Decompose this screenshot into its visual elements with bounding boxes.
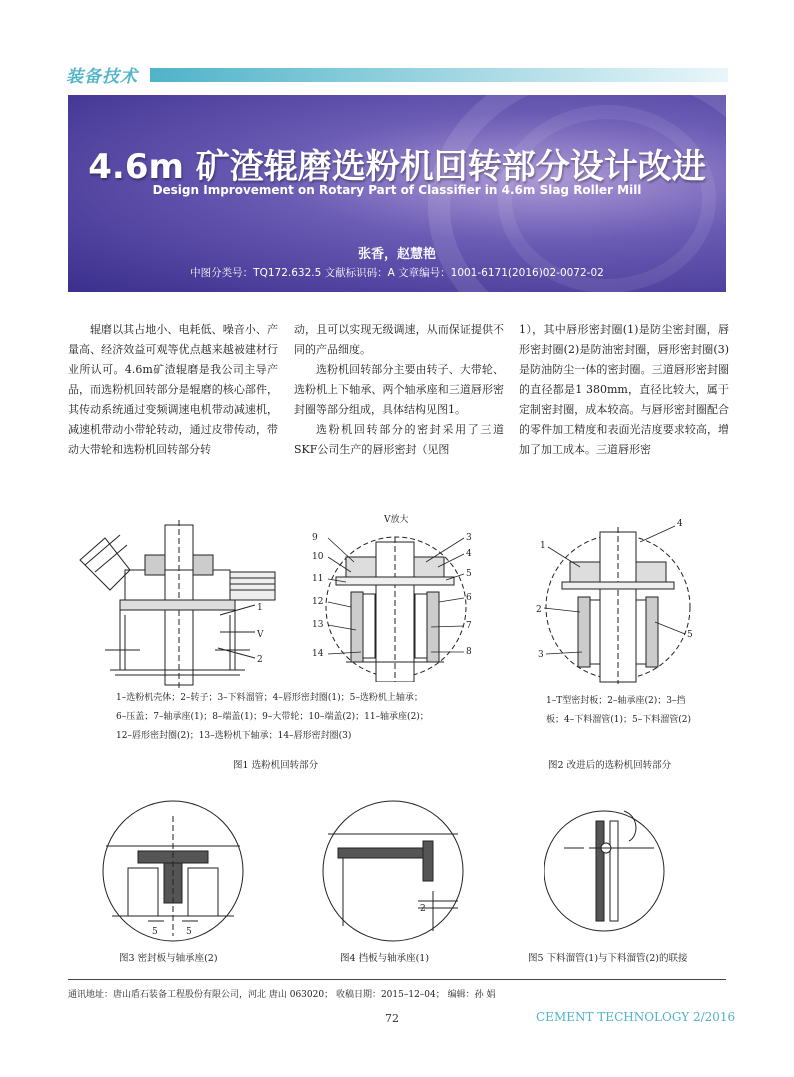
article-subtitle: Design Improvement on Rotary Part of Classifier in 4.6m Slag Roller Mill bbox=[152, 183, 642, 197]
detail-label: 5 bbox=[466, 569, 472, 579]
article-title: 4.6m 矿渣辊磨选粉机回转部分设计改进 bbox=[88, 147, 706, 187]
detail-title: V放大 bbox=[384, 515, 409, 525]
legend-line: 板；4–下料溜管(1)；5–下料溜管(2) bbox=[546, 715, 691, 725]
figure-4-caption: 图4 挡板与轴承座(1) bbox=[340, 953, 430, 964]
fig2-label: 1 bbox=[540, 541, 546, 551]
article-authors: 张香，赵慧艳 bbox=[357, 247, 436, 262]
figure-1-detail-drawing bbox=[306, 512, 486, 682]
label-v: V bbox=[257, 630, 264, 640]
figure-3-drawing bbox=[98, 796, 248, 946]
paragraph: 辊磨以其占地小、电耗低、噪音小、产量高、经济效益可观等优点越来越被建材行业所认可。4.6m矿渣辊磨是我公司主导产品，而选粉机回转部分是辊磨的核心部件，其传动系统通过变频调速电机带动减速机，减速机带动小带轮转动，通过皮带传动，带动大带轮和选粉机回转部分转 bbox=[68, 323, 278, 456]
title-banner bbox=[68, 95, 726, 292]
dimension-label: 2 bbox=[420, 904, 426, 914]
dimension-label: 5 bbox=[186, 927, 192, 937]
label-2: 2 bbox=[257, 655, 263, 665]
footer-divider bbox=[68, 979, 726, 980]
body-column-3 bbox=[519, 320, 729, 460]
label-1: 1 bbox=[257, 603, 263, 613]
paragraph: 选粉机回转部分的密封采用了三道SKF公司生产的唇形密封（见图 bbox=[294, 423, 504, 456]
detail-label: 12 bbox=[312, 597, 324, 607]
fig2-label: 4 bbox=[677, 519, 683, 529]
page-number: 72 bbox=[385, 1012, 399, 1025]
classification-info: 中图分类号：TQ172.632.5 文献标识码：A 文章编号：1001-6171(2016)02-0072-02 bbox=[190, 267, 604, 279]
figure-1-assembly-drawing bbox=[70, 520, 280, 690]
banner-decoration bbox=[498, 105, 716, 292]
legend-line: 12–唇形密封圈(2)；13–选粉机下轴承；14–唇形密封圈(3) bbox=[116, 731, 352, 741]
paragraph: 1），其中唇形密封圈(1)是防尘密封圈，唇形密封圈(2)是防油密封圈，唇形密封圈(3)是防油防尘一体的密封圈。三道唇形密封圈的直径都是1 380mm，直径比较大，属于定制密封圈，成本较高。与唇形密封圈配合的零件加工精度和表面光洁度要求较高，增加了加工成本。三道唇形密 bbox=[519, 323, 729, 456]
figure-3-caption: 图3 密封板与轴承座(2) bbox=[119, 953, 218, 964]
fig2-label: 5 bbox=[687, 630, 693, 640]
figure-2-caption: 图2 改进后的选粉机回转部分 bbox=[548, 760, 672, 771]
legend-line: 1–选粉机壳体；2–转子；3–下料溜管；4–唇形密封圈(1)；5–选粉机上轴承； bbox=[116, 693, 423, 703]
dimension-label: 5 bbox=[152, 927, 158, 937]
figure-2-improved-drawing bbox=[530, 512, 700, 687]
detail-label: 9 bbox=[312, 533, 318, 543]
detail-label: 7 bbox=[466, 621, 472, 631]
figure-5-caption: 图5 下料溜管(1)与下料溜管(2)的联接 bbox=[528, 953, 688, 964]
detail-label: 4 bbox=[466, 549, 472, 559]
detail-label: 14 bbox=[312, 649, 324, 659]
figure-4-drawing bbox=[318, 796, 468, 946]
detail-label: 10 bbox=[312, 552, 324, 562]
legend-line: 6–压盖；7–轴承座(1)；8–端盖(1)；9–大带轮；10–端盖(2)；11–轴承座(2)； bbox=[116, 712, 429, 722]
body-column-2 bbox=[294, 320, 504, 460]
detail-label: 6 bbox=[466, 593, 472, 603]
fig2-label: 3 bbox=[538, 650, 544, 660]
section-tag-bar bbox=[150, 68, 728, 82]
journal-name: CEMENT TECHNOLOGY 2/2016 bbox=[536, 1010, 736, 1024]
footer-info: 通讯地址：唐山盾石装备工程股份有限公司，河北 唐山 063020； 收稿日期：2015–12–04； 编辑：孙 娟 bbox=[68, 990, 496, 1000]
figure-2-legend bbox=[546, 692, 726, 730]
figure-1-caption: 图1 选粉机回转部分 bbox=[233, 760, 319, 771]
figure-5-drawing bbox=[544, 796, 694, 946]
detail-label: 11 bbox=[312, 574, 324, 584]
paragraph: 选粉机回转部分主要由转子、大带轮、选粉机上下轴承、两个轴承座和三道唇形密封圈等部分组成，具体结构见图1。 bbox=[294, 363, 504, 416]
legend-line: 1–T型密封板；2–轴承座(2)；3–挡 bbox=[546, 696, 686, 706]
detail-label: 13 bbox=[312, 620, 324, 630]
body-column-1 bbox=[68, 320, 278, 460]
paragraph: 动，且可以实现无级调速，从而保证提供不同的产品细度。 bbox=[294, 323, 504, 356]
detail-label: 3 bbox=[466, 533, 472, 543]
fig2-label: 2 bbox=[536, 605, 542, 615]
section-tag: 装备技术 bbox=[66, 67, 138, 87]
detail-label: 8 bbox=[466, 647, 472, 657]
figure-1-legend bbox=[116, 689, 496, 746]
